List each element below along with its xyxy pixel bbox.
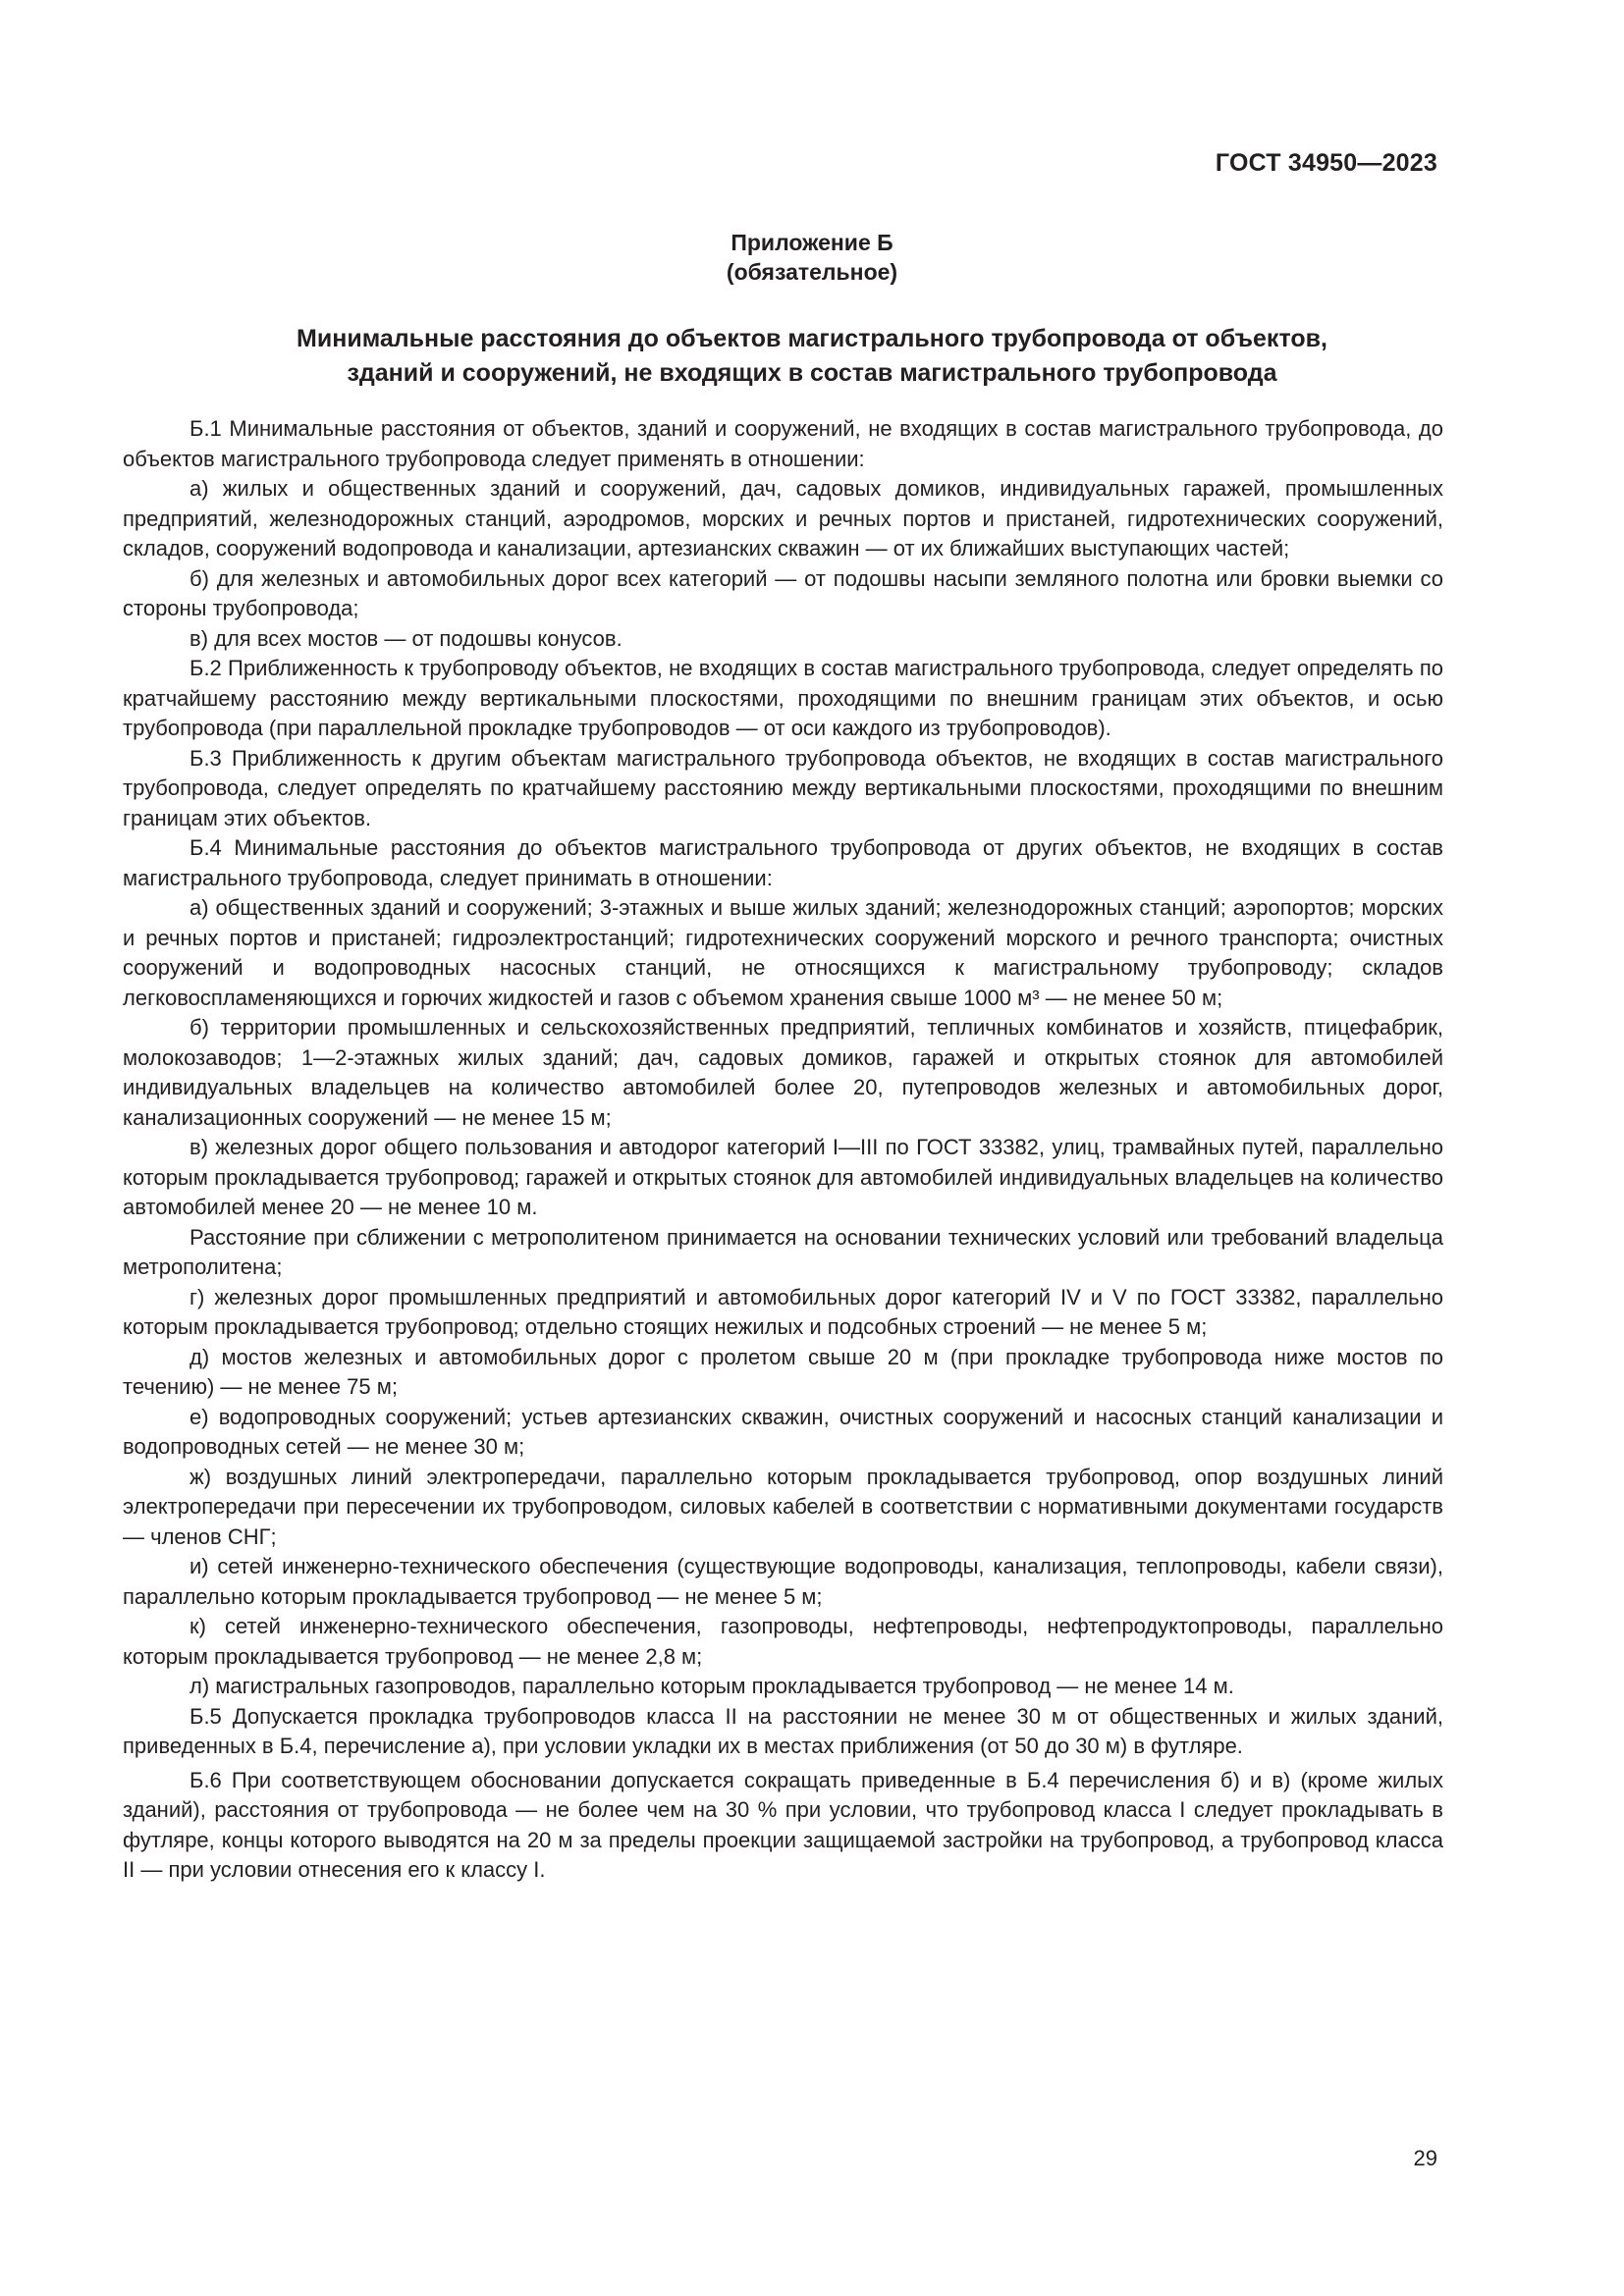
page-number: 29: [1413, 2146, 1437, 2170]
paragraph-metro-note: Расстояние при сближении с метрополитеном принимается на основании технических условий или требований владельца метрополитена;: [123, 1224, 1443, 1279]
paragraph-b4-a: а) общественных зданий и сооружений; 3-этажных и выше жилых зданий; железнодорожных станций; аэропортов; морских и речных портов и пристаней; гидроэлектростанций; гидротехнических сооружений морского и речного транспорта; очистных сооружений и водопроводных насосных станций, не относящихся к магистральному трубопроводу; складов легковоспламеняющихся и горючих жидкостей и газов с объемом хранения свыше 1000 м³ — не менее 50 м;: [123, 895, 1443, 1010]
appendix-heading: [0, 228, 1624, 287]
paragraph-b4-b: б) территории промышленных и сельскохозяйственных предприятий, тепличных комбинатов и хозяйств, птицефабрик, молокозаводов; 1—2-этажных жилых зданий; дач, садовых домиков, гаражей и открытых стоянок для автомобилей индивидуальных владельцев на количество автомобилей более 20, путепроводов железных и автомобильных дорог, канализационных сооружений — не менее 15 м;: [123, 1015, 1443, 1130]
paragraph-b4-g: г) железных дорог промышленных предприятий и автомобильных дорог категорий IV и V по ГОСТ 33382, параллельно которым прокладывается трубопровод; отдельно стоящих нежилых и подсобных строений — не менее 5 м;: [123, 1284, 1443, 1339]
appendix-label: Приложение Б: [731, 230, 893, 255]
appendix-status: (обязательное): [726, 259, 898, 285]
standard-code: ГОСТ 34950—2023: [1215, 149, 1437, 177]
paragraph-b2: Б.2 Приближенность к трубопроводу объектов, не входящих в состав магистрального трубопровода, следует определять по кратчайшему расстоянию между вертикальными плоскостями, проходящими по внешним границам этих объектов, и осью трубопровода (при параллельной прокладке трубопроводов — от оси каждого из трубопроводов).: [123, 656, 1443, 740]
paragraph-b4-v: в) железных дорог общего пользования и автодорог категорий I—III по ГОСТ 33382, улиц, трамвайных путей, параллельно которым прокладывается трубопровод; гаражей и открытых стоянок для автомобилей индивидуальных владельцев на количество автомобилей менее 20 — не менее 10 м.: [123, 1135, 1443, 1219]
paragraph-b5: Б.5 Допускается прокладка трубопроводов класса II на расстоянии не менее 30 м от общественных и жилых зданий, приведенных в Б.4, перечисление а), при условии укладки их в местах приближения (от 50 до 30 м) в футляре.: [123, 1703, 1443, 1758]
paragraph-b4: Б.4 Минимальные расстояния до объектов магистрального трубопровода от других объектов, не входящих в состав магистрального трубопровода, следует принимать в отношении:: [123, 835, 1443, 890]
paragraph-b1: Б.1 Минимальные расстояния от объектов, зданий и сооружений, не входящих в состав магистрального трубопровода, до объектов магистрального трубопровода следует применять в отношении:: [123, 416, 1443, 471]
paragraph-b4-zh: ж) воздушных линий электропередачи, параллельно которым прокладывается трубопровод, опор воздушных линий электропередачи при пересечении их трубопроводом, силовых кабелей в соответствии с нормативными документами государств — членов СНГ;: [123, 1464, 1443, 1549]
body-text: [123, 414, 1443, 1886]
paragraph-b4-i: и) сетей инженерно-технического обеспечения (существующие водопроводы, канализация, теплопроводы, кабели связи), параллельно которым прокладывается трубопровод — не менее 5 м;: [123, 1554, 1443, 1609]
paragraph-b4-d: д) мостов железных и автомобильных дорог с пролетом свыше 20 м (при прокладке трубопровода ниже мостов по течению) — не менее 75 м;: [123, 1344, 1443, 1399]
title-line-2: зданий и сооружений, не входящих в состав магистрального трубопровода: [347, 359, 1277, 387]
paragraph-b6: Б.6 При соответствующем обосновании допускается сокращать приведенные в Б.4 перечисления б) и в) (кроме жилых зданий), расстояния от трубопровода — не более чем на 30 % при условии, что трубопровод класса I следует прокладывать в футляре, концы которого выводятся на 20 м за пределы проекции защищаемой застройки на трубопровод, а трубопровод класса II — при условии отнесения его к классу I.: [123, 1767, 1443, 1882]
paragraph-b1-v: в) для всех мостов — от подошвы конусов.: [189, 625, 623, 651]
paragraph-b4-l: л) магистральных газопроводов, параллельно которым прокладывается трубопровод — не менее 14 м.: [189, 1674, 1234, 1698]
appendix-title: [0, 322, 1624, 391]
paragraph-b3: Б.3 Приближенность к другим объектам магистрального трубопровода объектов, не входящих в состав магистрального трубопровода, следует определять по кратчайшему расстоянию между вертикальными плоскостями, проходящими по внешним границам этих объектов.: [123, 745, 1443, 830]
paragraph-b1-b: б) для железных и автомобильных дорог всех категорий — от подошвы насыпи земляного полотна или бровки выемки со стороны трубопровода;: [123, 565, 1443, 620]
paragraph-b4-e: е) водопроводных сооружений; устьев артезианских скважин, очистных сооружений и насосных станций канализации и водопроводных сетей — не менее 30 м;: [123, 1404, 1443, 1459]
paragraph-b1-a: а) жилых и общественных зданий и сооружений, дач, садовых домиков, индивидуальных гаражей, промышленных предприятий, железнодорожных станций, аэродромов, морских и речных портов и пристаней, гидротехнических сооружений, складов, сооружений водопровода и канализации, артезианских скважин — от их ближайших выступающих частей;: [123, 476, 1443, 561]
title-line-1: Минимальные расстояния до объектов магистрального трубопровода от объектов,: [297, 325, 1327, 352]
paragraph-b4-k: к) сетей инженерно-технического обеспечения, газопроводы, нефтепроводы, нефтепродуктопроводы, параллельно которым прокладывается трубопровод — не менее 2,8 м;: [123, 1614, 1443, 1669]
